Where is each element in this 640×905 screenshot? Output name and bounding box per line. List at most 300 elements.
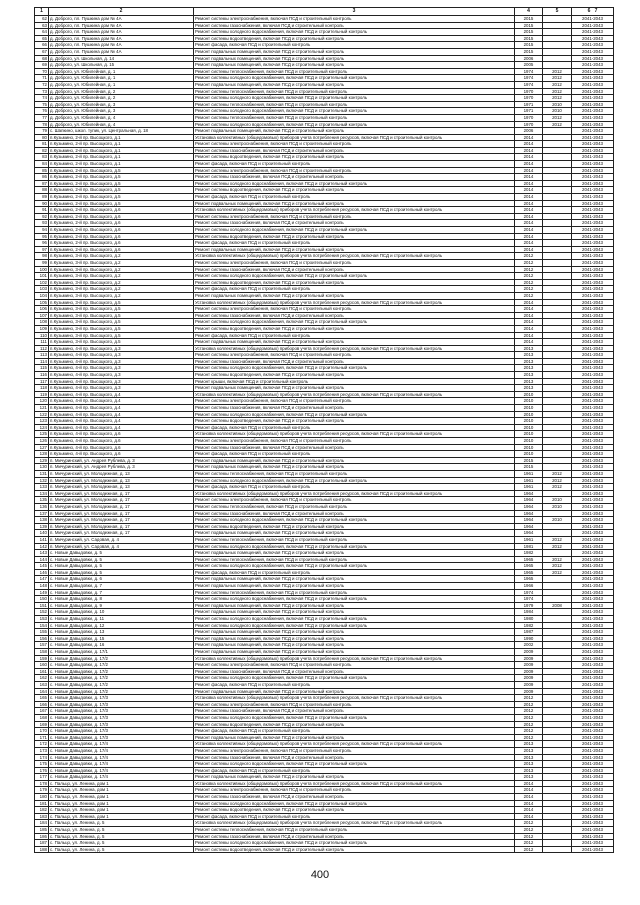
row-address: с. Новые Давыдовки, д. 6 — [49, 576, 194, 583]
table-row — [35, 550, 614, 557]
row-work-type: Установка коллективных (общедомовых) приборов учета потребления ресурсов, включая ПСД и строительный контроль — [194, 134, 515, 141]
row-work-type: Ремонт подвальных помещений, включая ПСД и строительный контроль — [194, 48, 515, 55]
row-year-built: 2013 — [515, 378, 543, 385]
row-year-built: 2009 — [515, 681, 543, 688]
row-planned-period: 2041-2043 — [572, 299, 614, 306]
row-year-built: 2014 — [515, 207, 543, 214]
row-work-type: Ремонт системы газоснабжения, включая ПСД и строительный контроль — [194, 708, 515, 715]
row-address: с. Новые Давыдовки, д. 17/4 — [49, 767, 194, 774]
table-row — [35, 108, 614, 115]
row-planned-period: 2041-2043 — [572, 794, 614, 801]
row-year-repair — [543, 385, 572, 392]
row-work-type: Ремонт системы водоотведения, включая ПСД и строительный контроль — [194, 154, 515, 161]
row-work-type: Установка коллективных (общедомовых) приборов учета потребления ресурсов, включая ПСД и строительный контроль — [194, 345, 515, 352]
row-year-repair — [543, 734, 572, 741]
row-year-repair — [543, 339, 572, 346]
row-planned-period: 2041-2043 — [572, 339, 614, 346]
row-year-built: 2012 — [515, 820, 543, 827]
row-planned-period: 2041-2043 — [572, 484, 614, 491]
row-address: п.Кузьмино, 4-й пр. Высоцкого, д.3 — [49, 352, 194, 359]
row-planned-period: 2041-2043 — [572, 279, 614, 286]
column-number-5: 5 — [543, 8, 572, 16]
row-year-built: 1964 — [515, 490, 543, 497]
row-address: д. Доброго, ул. Юбилейная, д. 3 — [49, 101, 194, 108]
row-work-type: Ремонт системы теплоснабжения, включая ПСД и строительный контроль — [194, 88, 515, 95]
row-address: д. Доброго, ул. Юбилейная, д. 2 — [49, 88, 194, 95]
row-number: 97 — [35, 246, 49, 253]
row-number: 128 — [35, 451, 49, 458]
row-address: с. Новые Давыдовки, д. 7 — [49, 583, 194, 590]
row-address: с. Новые Давыдовки, д. 9 — [49, 602, 194, 609]
row-number: 108 — [35, 319, 49, 326]
row-address: п.Кузьмино, 3-й пр. Высоцкого, д.5 — [49, 312, 194, 319]
row-number: 155 — [35, 629, 49, 636]
row-number: 85 — [35, 167, 49, 174]
row-work-type: Ремонт системы газоснабжения, включая ПСД и строительный контроль — [194, 510, 515, 517]
row-planned-period: 2041-2043 — [572, 563, 614, 570]
capital-repair-table — [34, 7, 614, 853]
row-number: 124 — [35, 424, 49, 431]
row-number: 170 — [35, 728, 49, 735]
row-number: 62 — [35, 16, 49, 23]
table-row — [35, 846, 614, 853]
row-number: 63 — [35, 22, 49, 29]
row-planned-period: 2041-2043 — [572, 319, 614, 326]
row-work-type: Ремонт фасада, включая ПСД и строительный контроль — [194, 42, 515, 49]
table-row — [35, 358, 614, 365]
row-number: 156 — [35, 635, 49, 642]
table-row — [35, 345, 614, 352]
row-number: 75 — [35, 101, 49, 108]
row-number: 151 — [35, 602, 49, 609]
row-year-repair — [543, 207, 572, 214]
row-address: п.Кузьмино, 4-й пр. Высоцкого, д.4 — [49, 391, 194, 398]
table-row — [35, 299, 614, 306]
row-number: 88 — [35, 187, 49, 194]
row-year-repair — [543, 141, 572, 148]
row-work-type: Ремонт подвальных помещений, включая ПСД и строительный контроль — [194, 635, 515, 642]
row-work-type: Ремонт подвальных помещений, включая ПСД и строительный контроль — [194, 688, 515, 695]
row-work-type: Установка коллективных (общедомовых) приборов учета потребления ресурсов, включая ПСД и строительный контроль — [194, 780, 515, 787]
row-year-repair — [543, 42, 572, 49]
table-row — [35, 62, 614, 69]
row-number: 145 — [35, 563, 49, 570]
row-address: с. Новые Давыдовки, д. 17/3 — [49, 695, 194, 702]
row-planned-period: 2041-2043 — [572, 444, 614, 451]
row-planned-period: 2041-2043 — [572, 734, 614, 741]
row-work-type: Ремонт системы электроснабжения, включая ПСД и строительный контроль — [194, 352, 515, 359]
row-address: п.Кузьмино, 2-й пр. Высоцкого, д.6 — [49, 220, 194, 227]
row-year-built: 1990 — [515, 635, 543, 642]
row-address: п.Кузьмино, 3-й пр. Высоцкого, д.5 — [49, 332, 194, 339]
row-planned-period: 2041-2043 — [572, 787, 614, 794]
row-year-built: 1965 — [515, 569, 543, 576]
table-row — [35, 292, 614, 299]
row-number: 150 — [35, 596, 49, 603]
table-row — [35, 431, 614, 438]
row-year-built: 2014 — [515, 306, 543, 313]
row-number: 157 — [35, 642, 49, 649]
row-year-built: 2014 — [515, 161, 543, 168]
row-address: п.Кузьмино, 2-й пр. Высоцкого, д.6 — [49, 246, 194, 253]
row-work-type: Ремонт системы холодного водоснабжения, включая ПСД и строительный контроль — [194, 477, 515, 484]
table-row — [35, 273, 614, 280]
table-row — [35, 602, 614, 609]
table-row — [35, 840, 614, 847]
row-planned-period: 2041-2043 — [572, 220, 614, 227]
row-number: 133 — [35, 484, 49, 491]
row-year-repair — [543, 35, 572, 42]
row-planned-period: 2041-2043 — [572, 833, 614, 840]
row-number: 158 — [35, 649, 49, 656]
row-number: 179 — [35, 787, 49, 794]
row-year-repair — [543, 635, 572, 642]
row-year-built: 1982 — [515, 622, 543, 629]
row-address: д. Доброго, пл. Пушкина дом № 4А — [49, 22, 194, 29]
row-work-type: Ремонт системы теплоснабжения, включая ПСД и строительный контроль — [194, 114, 515, 121]
row-year-built: 2010 — [515, 398, 543, 405]
row-number: 138 — [35, 517, 49, 524]
row-address: с. Новые Давыдовки, д. 17/4 — [49, 747, 194, 754]
row-number: 141 — [35, 536, 49, 543]
row-number: 107 — [35, 312, 49, 319]
row-planned-period: 2041-2043 — [572, 569, 614, 576]
row-year-built: 2014 — [515, 220, 543, 227]
row-year-repair: 2012 — [543, 484, 572, 491]
row-work-type: Ремонт системы теплоснабжения, включая ПСД и строительный контроль — [194, 68, 515, 75]
table-row — [35, 81, 614, 88]
row-address: д. Доброго, ул. Юбилейная, д. 1 — [49, 75, 194, 82]
table-row — [35, 800, 614, 807]
row-address: п.Кузьмино, 4-й пр. Высоцкого, д.4 — [49, 405, 194, 412]
row-year-built: 2014 — [515, 299, 543, 306]
row-address: п.Кузьмино, 2-й пр. Высоцкого, д.1 — [49, 161, 194, 168]
row-planned-period: 2041-2043 — [572, 490, 614, 497]
table-row — [35, 55, 614, 62]
row-planned-period: 2041-2043 — [572, 95, 614, 102]
row-year-repair — [543, 233, 572, 240]
row-year-repair: 2012 — [543, 543, 572, 550]
row-work-type: Ремонт системы холодного водоснабжения, включая ПСД и строительный контроль — [194, 761, 515, 768]
row-year-repair: 2012 — [543, 68, 572, 75]
row-address: с. Новые Давыдовки, д. 7 — [49, 589, 194, 596]
row-planned-period: 2041-2043 — [572, 477, 614, 484]
row-work-type: Ремонт подвальных помещений, включая ПСД и строительный контроль — [194, 339, 515, 346]
row-year-built: 2013 — [515, 774, 543, 781]
row-year-built: 2014 — [515, 167, 543, 174]
row-planned-period: 2041-2043 — [572, 668, 614, 675]
row-number: 89 — [35, 194, 49, 201]
column-number-4: 4 — [515, 8, 543, 16]
row-work-type: Ремонт системы газоснабжения, включая ПСД и строительный контроль — [194, 220, 515, 227]
row-number: 173 — [35, 747, 49, 754]
row-year-built: 1971 — [515, 101, 543, 108]
row-address: с. Пальцо, ул. Ленина, д. 5 — [49, 846, 194, 853]
row-work-type: Ремонт системы электроснабжения, включая ПСД и строительный контроль — [194, 16, 515, 23]
column-number-6: 6 — [587, 8, 591, 14]
table-row — [35, 306, 614, 313]
row-number: 125 — [35, 431, 49, 438]
row-address: д. Доброго, ул. Юбилейная, д. 4 — [49, 114, 194, 121]
row-work-type: Ремонт подвальных помещений, включая ПСД и строительный контроль — [194, 629, 515, 636]
table-row — [35, 503, 614, 510]
row-work-type: Ремонт фасада, включая ПСД и строительный контроль — [194, 424, 515, 431]
row-address: д. Доброго, ул. Юбилейная, д. 4 — [49, 121, 194, 128]
row-address: п.Кузьмино, 2-й пр. Высоцкого, д.5 — [49, 174, 194, 181]
row-address: п.Кузьмино, 3-й пр. Высоцкого, д.5 — [49, 325, 194, 332]
row-planned-period: 2041-2043 — [572, 622, 614, 629]
row-planned-period: 2041-2043 — [572, 286, 614, 293]
column-number-7: 7 — [594, 8, 598, 14]
row-planned-period: 2041-2043 — [572, 767, 614, 774]
row-number: 137 — [35, 510, 49, 517]
row-year-repair — [543, 29, 572, 36]
row-year-built: 2012 — [515, 708, 543, 715]
row-planned-period: 2041-2043 — [572, 213, 614, 220]
row-address: п.Кузьмино, 2-й пр. Высоцкого, д.5 — [49, 200, 194, 207]
row-address: п.Кузьмино, 4-й пр. Высоцкого, д.4 — [49, 424, 194, 431]
row-work-type: Ремонт системы водоотведения, включая ПСД и строительный контроль — [194, 846, 515, 853]
row-planned-period: 2041-2043 — [572, 42, 614, 49]
table-row — [35, 187, 614, 194]
row-year-built: 1987 — [515, 629, 543, 636]
row-year-repair — [543, 576, 572, 583]
column-number-header-row — [35, 8, 614, 16]
row-year-built: 1971 — [515, 108, 543, 115]
row-year-built: 1965 — [515, 576, 543, 583]
row-year-built: 2014 — [515, 800, 543, 807]
row-year-built: 2014 — [515, 141, 543, 148]
row-year-repair — [543, 721, 572, 728]
row-year-built: 2014 — [515, 787, 543, 794]
row-year-repair — [543, 174, 572, 181]
row-year-built: 1965 — [515, 556, 543, 563]
row-year-built: 2015 — [515, 464, 543, 471]
row-planned-period: 2041-2043 — [572, 398, 614, 405]
row-year-built: 2010 — [515, 444, 543, 451]
row-year-repair — [543, 668, 572, 675]
row-year-built: 2014 — [515, 312, 543, 319]
row-year-repair — [543, 48, 572, 55]
row-planned-period: 2041-2043 — [572, 503, 614, 510]
row-planned-period: 2041-2043 — [572, 358, 614, 365]
row-year-repair: 2010 — [543, 108, 572, 115]
row-work-type: Ремонт системы теплоснабжения, включая ПСД и строительный контроль — [194, 101, 515, 108]
row-year-built: 2010 — [515, 424, 543, 431]
row-number: 172 — [35, 741, 49, 748]
row-planned-period: 2041-2043 — [572, 470, 614, 477]
row-year-repair — [543, 332, 572, 339]
row-address: п.Кузьмино, 3-й пр. Высоцкого, д.2 — [49, 259, 194, 266]
row-address: п.Кузьмино, 3-й пр. Высоцкого, д.5 — [49, 319, 194, 326]
row-number: 95 — [35, 233, 49, 240]
row-work-type: Ремонт системы холодного водоснабжения, включая ПСД и строительный контроль — [194, 675, 515, 682]
row-year-built: 2014 — [515, 194, 543, 201]
row-year-built: 2013 — [515, 761, 543, 768]
row-number: 104 — [35, 292, 49, 299]
row-planned-period: 2041-2043 — [572, 589, 614, 596]
row-address: с. Новые Давыдовки, д. 17/4 — [49, 774, 194, 781]
row-work-type: Ремонт системы теплоснабжения, включая ПСД и строительный контроль — [194, 827, 515, 834]
row-work-type: Ремонт системы электроснабжения, включая ПСД и строительный контроль — [194, 438, 515, 445]
row-year-built: 1984 — [515, 609, 543, 616]
row-year-repair — [543, 510, 572, 517]
row-work-type: Ремонт крыши, включая ПСД и строительный контроль — [194, 378, 515, 385]
row-address: п.Кузьмино, 2-й пр. Высоцкого, д.1 — [49, 134, 194, 141]
row-planned-period: 2041-2043 — [572, 721, 614, 728]
row-work-type: Ремонт системы электроснабжения, включая ПСД и строительный контроль — [194, 213, 515, 220]
row-year-repair — [543, 240, 572, 247]
table-row — [35, 497, 614, 504]
row-planned-period: 2041-2043 — [572, 464, 614, 471]
row-address: с. Новые Давыдовки, д. 17/4 — [49, 761, 194, 768]
table-row — [35, 536, 614, 543]
row-number: 176 — [35, 767, 49, 774]
table-row — [35, 688, 614, 695]
row-year-repair: 2012 — [543, 536, 572, 543]
row-number: 106 — [35, 306, 49, 313]
row-work-type: Ремонт системы водоотведения, включая ПСД и строительный контроль — [194, 35, 515, 42]
row-number: 64 — [35, 29, 49, 36]
table-row — [35, 365, 614, 372]
row-planned-period: 2041-2043 — [572, 418, 614, 425]
row-work-type: Установка коллективных (общедомовых) приборов учета потребления ресурсов, включая ПСД и строительный контроль — [194, 391, 515, 398]
row-year-built: 1961 — [515, 477, 543, 484]
row-number: 149 — [35, 589, 49, 596]
row-number: 76 — [35, 108, 49, 115]
row-planned-period: 2041-2043 — [572, 180, 614, 187]
table-row — [35, 200, 614, 207]
row-number: 74 — [35, 95, 49, 102]
table-row — [35, 708, 614, 715]
row-address: д. Доброго, пл. Пушкина дом № 4А — [49, 29, 194, 36]
row-number: 87 — [35, 180, 49, 187]
row-year-built: 2012 — [515, 273, 543, 280]
column-number-6-7 — [572, 8, 614, 16]
row-planned-period: 2041-2043 — [572, 405, 614, 412]
row-year-built: 2014 — [515, 240, 543, 247]
row-number: 154 — [35, 622, 49, 629]
table-row — [35, 629, 614, 636]
row-address: п.Кузьмино, 3-й пр. Высоцкого, д.2 — [49, 253, 194, 260]
row-number: 168 — [35, 714, 49, 721]
row-year-built: 2010 — [515, 391, 543, 398]
row-planned-period: 2041-2043 — [572, 378, 614, 385]
row-planned-period: 2041-2043 — [572, 840, 614, 847]
row-address: п.Кузьмино, 4-й пр. Высоцкого, д.3 — [49, 365, 194, 372]
row-planned-period: 2041-2043 — [572, 101, 614, 108]
row-address: п.Кузьмино, 3-й пр. Высоцкого, д.2 — [49, 273, 194, 280]
table-row — [35, 464, 614, 471]
row-planned-period: 2041-2043 — [572, 273, 614, 280]
row-planned-period: 2041-2043 — [572, 345, 614, 352]
row-year-built: 2014 — [515, 180, 543, 187]
row-planned-period: 2041-2043 — [572, 207, 614, 214]
row-address: п. Мичуринский, ул. Молодежная, д. 17 — [49, 517, 194, 524]
row-planned-period: 2041-2043 — [572, 807, 614, 814]
row-year-repair — [543, 596, 572, 603]
row-work-type: Ремонт системы теплоснабжения, включая ПСД и строительный контроль — [194, 470, 515, 477]
row-year-built: 2014 — [515, 147, 543, 154]
row-address: п.Кузьмино, 3-й пр. Высоцкого, д.2 — [49, 286, 194, 293]
row-year-built: 2014 — [515, 134, 543, 141]
table-row — [35, 589, 614, 596]
row-address: д. Доброго, пл. Пушкина дом № 4А — [49, 35, 194, 42]
row-year-built: 2012 — [515, 253, 543, 260]
row-work-type: Ремонт системы газоснабжения, включая ПСД и строительный контроль — [194, 405, 515, 412]
row-year-built: 2002 — [515, 642, 543, 649]
row-planned-period: 2041-2043 — [572, 240, 614, 247]
row-year-repair: 2012 — [543, 470, 572, 477]
row-year-built: 2012 — [515, 840, 543, 847]
table-row — [35, 675, 614, 682]
table-row — [35, 734, 614, 741]
row-work-type: Ремонт системы газоснабжения, включая ПСД и строительный контроль — [194, 754, 515, 761]
table-row — [35, 695, 614, 702]
row-work-type: Ремонт системы водоотведения, включая ПСД и строительный контроль — [194, 807, 515, 814]
row-year-built: 2014 — [515, 813, 543, 820]
row-year-built: 2006 — [515, 55, 543, 62]
row-planned-period: 2041-2043 — [572, 813, 614, 820]
row-work-type: Ремонт системы газоснабжения, включая ПСД и строительный контроль — [194, 174, 515, 181]
row-work-type: Ремонт подвальных помещений, включая ПСД и строительный контроль — [194, 530, 515, 537]
row-year-repair — [543, 431, 572, 438]
row-address: п.Кузьмино, 4-й пр. Высоцкого, д.4 — [49, 411, 194, 418]
row-address: с. Новые Давыдовки, д. 17/3 — [49, 714, 194, 721]
table-row — [35, 325, 614, 332]
row-year-repair — [543, 457, 572, 464]
row-year-built: 2014 — [515, 174, 543, 181]
row-planned-period: 2041-2043 — [572, 642, 614, 649]
row-number: 81 — [35, 141, 49, 148]
table-row — [35, 101, 614, 108]
row-work-type: Ремонт системы электроснабжения, включая ПСД и строительный контроль — [194, 701, 515, 708]
row-year-built: 2012 — [515, 701, 543, 708]
row-planned-period: 2041-2043 — [572, 741, 614, 748]
row-number: 120 — [35, 398, 49, 405]
row-work-type: Ремонт подвальных помещений, включая ПСД и строительный контроль — [194, 62, 515, 69]
row-year-repair — [543, 227, 572, 234]
row-planned-period: 2041-2043 — [572, 411, 614, 418]
row-work-type: Ремонт подвальных помещений, включая ПСД и строительный контроль — [194, 464, 515, 471]
table-row — [35, 134, 614, 141]
row-work-type: Установка коллективных (общедомовых) приборов учета потребления ресурсов, включая ПСД и строительный контроль — [194, 299, 515, 306]
row-year-built: 2014 — [515, 227, 543, 234]
row-number: 178 — [35, 780, 49, 787]
row-number: 152 — [35, 609, 49, 616]
row-address: п.Кузьмино, 3-й пр. Высоцкого, д.2 — [49, 279, 194, 286]
row-year-repair: 2010 — [543, 497, 572, 504]
row-year-built: 2012 — [515, 728, 543, 735]
row-work-type: Ремонт подвальных помещений, включая ПСД и строительный контроль — [194, 55, 515, 62]
table-row — [35, 457, 614, 464]
row-address: п.Кузьмино, 4-й пр. Высоцкого, д.6 — [49, 431, 194, 438]
column-number-2: 2 — [49, 8, 194, 16]
row-work-type: Ремонт подвальных помещений, включая ПСД и строительный контроль — [194, 128, 515, 135]
row-year-repair: 2012 — [543, 75, 572, 82]
row-year-repair — [543, 747, 572, 754]
row-address: п.Кузьмино, 3-й пр. Высоцкого, д.5 — [49, 306, 194, 313]
row-work-type: Ремонт подвальных помещений, включая ПСД и строительный контроль — [194, 649, 515, 656]
row-year-built: 2012 — [515, 279, 543, 286]
row-address: п.Кузьмино, 2-й пр. Высоцкого, д.6 — [49, 213, 194, 220]
row-address: п.Кузьмино, 4-й пр. Высоцкого, д.6 — [49, 444, 194, 451]
row-year-built: 2014 — [515, 780, 543, 787]
row-work-type: Ремонт системы газоснабжения, включая ПСД и строительный контроль — [194, 833, 515, 840]
table-row — [35, 807, 614, 814]
table-row — [35, 728, 614, 735]
row-year-repair — [543, 741, 572, 748]
